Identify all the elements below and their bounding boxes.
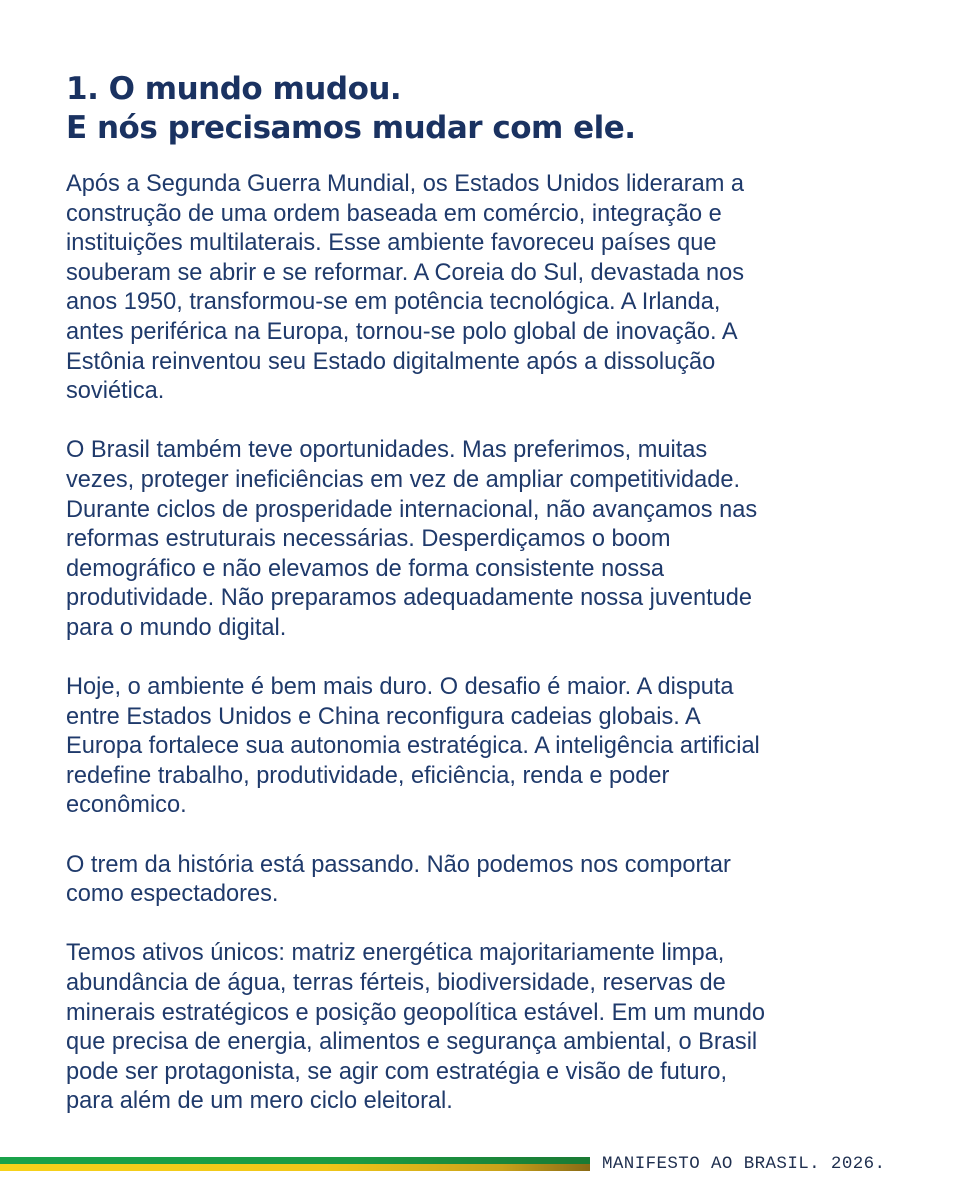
brazil-flag-stripe xyxy=(0,1157,590,1171)
text-line: minerais estratégicos e posição geopolítica estável. Em um mundo xyxy=(66,999,765,1026)
paragraph-5 xyxy=(66,939,906,1117)
text-line: Estônia reinventou seu Estado digitalmente após a dissolução xyxy=(66,348,716,375)
text-line: demográfico e não elevamos de forma consistente nossa xyxy=(66,555,665,582)
text-line: O trem da história está passando. Não podemos nos comportar xyxy=(66,851,731,878)
text-line: abundância de água, terras férteis, biodiversidade, reservas de xyxy=(66,970,726,997)
paragraph-3 xyxy=(66,673,906,821)
section-heading xyxy=(66,70,636,148)
text-line: para o mundo digital. xyxy=(66,614,287,641)
yellow-stripe xyxy=(0,1164,590,1171)
text-line: instituições multilaterais. Esse ambiente favoreceu países que xyxy=(66,230,717,257)
text-line: pode ser protagonista, se agir com estratégia e visão de futuro, xyxy=(66,1058,728,1085)
text-line: O Brasil também teve oportunidades. Mas preferimos, muitas xyxy=(66,437,708,464)
text-line: construção de uma ordem baseada em comércio, integração e xyxy=(66,200,722,227)
heading-line-2: E nós precisamos mudar com ele. xyxy=(66,110,636,146)
text-line: vezes, proteger ineficiências em vez de ampliar competitividade. xyxy=(66,466,741,493)
text-line: para além de um mero ciclo eleitoral. xyxy=(66,1088,453,1115)
text-line: Após a Segunda Guerra Mundial, os Estados Unidos lideraram a xyxy=(66,171,745,197)
text-line: como espectadores. xyxy=(66,881,279,908)
paragraph-1 xyxy=(66,170,906,407)
footer-label: MANIFESTO AO BRASIL. 2026. xyxy=(602,1154,886,1174)
body-text xyxy=(66,170,906,1147)
text-line: produtividade. Não preparamos adequadamente nossa juventude xyxy=(66,585,753,612)
text-line: econômico. xyxy=(66,792,187,819)
text-line: souberam se abrir e se reformar. A Coreia do Sul, devastada nos xyxy=(66,259,745,286)
text-line: soviética. xyxy=(66,378,165,405)
text-line: reformas estruturais necessárias. Desperdiçamos o boom xyxy=(66,526,671,553)
paragraph-4 xyxy=(66,851,906,910)
heading-line-1: 1. O mundo mudou. xyxy=(66,71,402,107)
text-line: antes periférica na Europa, tornou-se polo global de inovação. A xyxy=(66,318,738,345)
text-line: entre Estados Unidos e China reconfigura cadeias globais. A xyxy=(66,703,701,730)
text-line: que precisa de energia, alimentos e segurança ambiental, o Brasil xyxy=(66,1029,758,1056)
green-stripe xyxy=(0,1157,590,1164)
text-line: anos 1950, transformou-se em potência tecnológica. A Irlanda, xyxy=(66,289,721,316)
paragraph-2 xyxy=(66,436,906,643)
text-line: redefine trabalho, produtividade, eficiência, renda e poder xyxy=(66,762,670,789)
text-line: Temos ativos únicos: matriz energética majoritariamente limpa, xyxy=(66,940,725,967)
text-line: Hoje, o ambiente é bem mais duro. O desafio é maior. A disputa xyxy=(66,674,734,701)
text-line: Durante ciclos de prosperidade internacional, não avançamos nas xyxy=(66,496,758,523)
text-line: Europa fortalece sua autonomia estratégica. A inteligência artificial xyxy=(66,733,760,760)
